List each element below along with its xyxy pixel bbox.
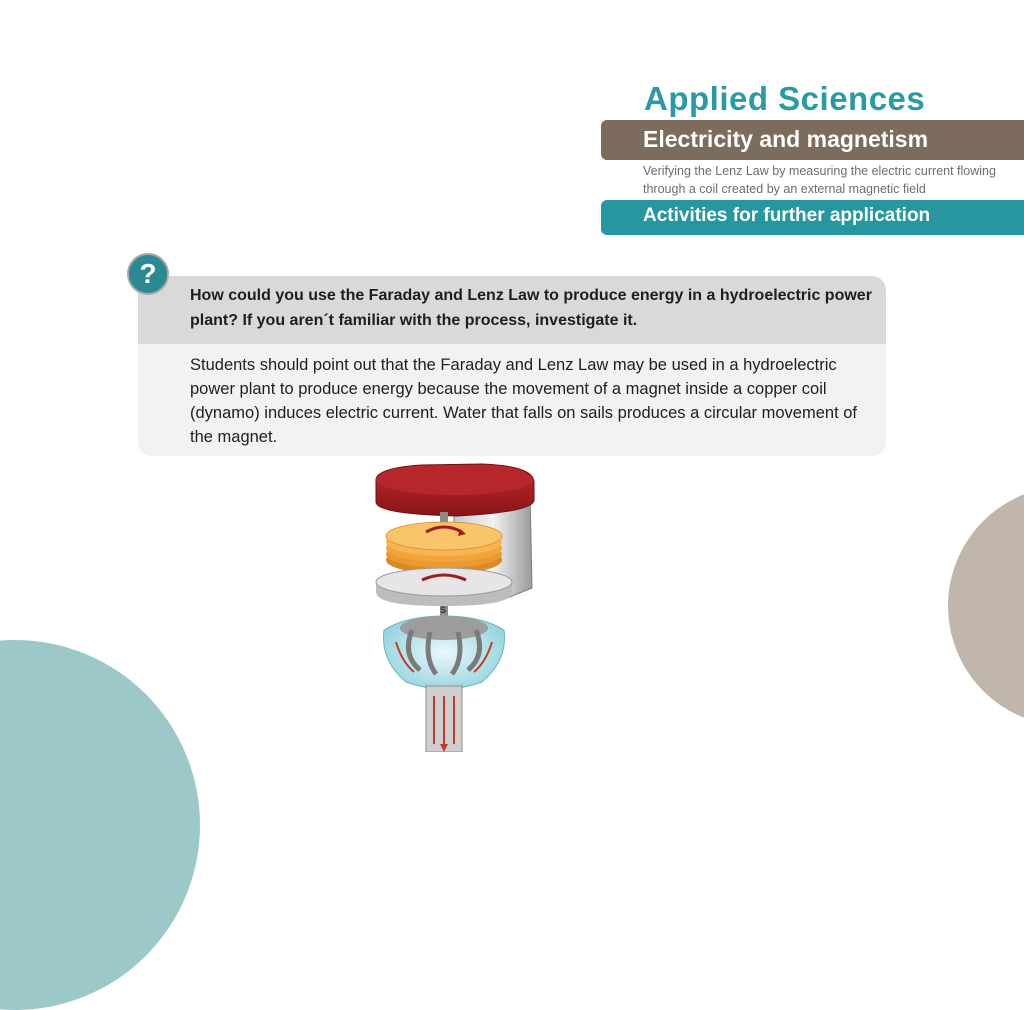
section-title: Activities for further application bbox=[643, 205, 931, 226]
activity-subtitle: Verifying the Lenz Law by measuring the electric current flowing through a coil created by an external magnetic field bbox=[643, 164, 996, 196]
copper-coil bbox=[386, 522, 502, 574]
hydroelectric-generator-illustration bbox=[362, 460, 552, 752]
outflow-pipe bbox=[426, 686, 462, 752]
north-magnet bbox=[376, 464, 534, 516]
brand-title: Applied Sciences bbox=[644, 80, 926, 117]
topic-title: Electricity and magnetism bbox=[643, 126, 929, 152]
question-block bbox=[138, 276, 886, 344]
answer-text: Students should point out that the Faraday and Lenz Law may be used in a hydroelectric power plant to produce energy because the movement of a magnet inside a copper coil (dynamo) induces electric current. Water that falls on sails produces a circular movement of the magnet. bbox=[190, 356, 857, 446]
question-mark-icon: ? bbox=[127, 253, 169, 295]
south-magnet bbox=[376, 568, 512, 606]
south-label: S bbox=[440, 605, 447, 615]
water-turbine bbox=[383, 616, 504, 689]
topic-banner bbox=[601, 120, 1024, 160]
decorative-circle-right bbox=[948, 486, 1024, 726]
section-banner bbox=[601, 200, 1024, 235]
question-answer-card bbox=[138, 276, 886, 456]
decorative-circle-left bbox=[0, 640, 200, 1010]
question-text: How could you use the Faraday and Lenz Law to produce energy in a hydroelectric power plant? If you aren´t familiar with the process, investigate it. bbox=[190, 287, 872, 329]
